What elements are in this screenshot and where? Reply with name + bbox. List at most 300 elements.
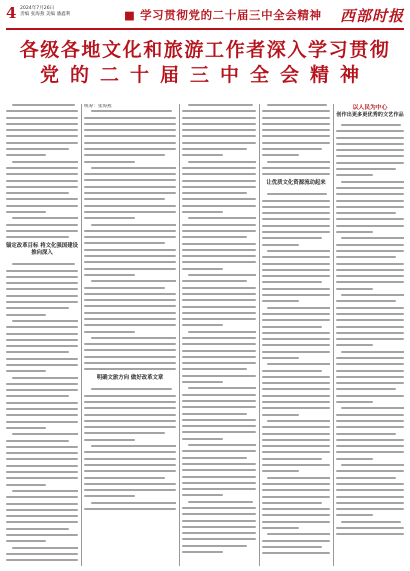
text-line — [12, 217, 78, 219]
text-line — [84, 477, 165, 479]
text-line — [262, 281, 322, 283]
text-line — [6, 509, 78, 511]
text-line — [84, 470, 176, 472]
text-line — [84, 312, 176, 314]
text-line — [84, 489, 176, 491]
text-line — [84, 242, 165, 244]
text-line — [262, 376, 330, 378]
text-line — [182, 419, 256, 421]
text-line — [188, 331, 256, 333]
text-line — [262, 167, 330, 169]
text-line — [262, 433, 330, 435]
text-line — [84, 324, 176, 326]
text-line — [12, 377, 78, 379]
text-line — [6, 282, 78, 284]
text-line — [182, 180, 256, 182]
text-line — [182, 381, 223, 383]
text-line — [262, 338, 330, 340]
text-line — [84, 426, 176, 428]
text-line — [262, 263, 330, 265]
text-line — [6, 559, 78, 561]
text-line — [182, 261, 256, 263]
text-line — [262, 326, 322, 328]
text-line — [84, 274, 135, 276]
text-line — [6, 414, 78, 416]
text-line — [84, 154, 165, 156]
text-line — [262, 200, 330, 202]
headline-line-2: 党的二十届三中全会精神 — [39, 64, 370, 86]
text-line — [6, 339, 78, 341]
text-line — [341, 237, 404, 239]
text-line — [84, 142, 176, 144]
text-line — [6, 276, 78, 278]
text-line — [84, 198, 165, 200]
dateline — [20, 6, 70, 18]
text-line — [84, 230, 176, 232]
text-line — [336, 414, 404, 416]
text-line — [84, 451, 176, 453]
text-line — [182, 507, 256, 509]
text-line — [84, 439, 135, 441]
text-line — [262, 344, 330, 346]
text-line — [182, 312, 256, 314]
text-line — [262, 464, 330, 466]
text-line — [336, 275, 404, 277]
text-line — [182, 425, 256, 427]
dateline-date: 2024年7月26日 — [20, 6, 55, 11]
text-line — [6, 358, 78, 360]
text-line — [6, 129, 78, 131]
text-line — [182, 337, 256, 339]
text-line — [336, 187, 404, 189]
text-line — [262, 244, 299, 246]
text-line — [6, 288, 78, 290]
text-line — [188, 444, 256, 446]
text-line — [182, 350, 256, 352]
text-line — [336, 193, 404, 195]
text-line — [6, 540, 46, 542]
text-line — [182, 513, 256, 515]
column-2 — [84, 104, 176, 566]
text-line — [6, 446, 78, 448]
text-line — [182, 394, 256, 396]
text-line — [336, 155, 404, 157]
text-line — [84, 186, 176, 188]
text-line — [84, 192, 176, 194]
text-line — [6, 471, 78, 473]
text-line — [336, 174, 373, 176]
text-line — [84, 458, 176, 460]
text-line — [262, 129, 330, 131]
text-line — [336, 527, 404, 529]
text-line — [6, 528, 69, 530]
text-line — [336, 212, 396, 214]
text-line — [84, 420, 176, 422]
text-line — [267, 533, 330, 535]
text-line — [12, 263, 75, 265]
text-line — [262, 470, 299, 472]
text-line — [84, 318, 176, 320]
text-line — [84, 407, 176, 409]
newspaper-logo: 西部时报 — [339, 7, 404, 25]
text-line — [336, 483, 404, 485]
text-line — [6, 173, 78, 175]
text-line — [182, 293, 256, 295]
text-line — [336, 263, 404, 265]
text-line — [336, 206, 404, 208]
text-line — [6, 351, 69, 353]
text-line — [262, 294, 330, 296]
text-line — [262, 502, 322, 504]
text-line — [6, 230, 78, 232]
text-line — [84, 401, 176, 403]
text-line — [84, 395, 176, 397]
text-line — [6, 110, 78, 112]
text-line — [262, 275, 330, 277]
text-line — [182, 457, 247, 459]
article-body — [6, 104, 404, 566]
text-line — [6, 301, 78, 303]
text-line — [336, 225, 404, 227]
text-line — [84, 331, 135, 333]
text-line — [262, 407, 330, 409]
text-line — [6, 427, 46, 429]
text-line — [84, 508, 176, 510]
text-line — [84, 123, 176, 125]
text-line — [182, 545, 247, 547]
text-line — [6, 167, 78, 169]
text-line — [182, 110, 256, 112]
text-line — [12, 433, 78, 435]
text-line — [336, 244, 404, 246]
text-line — [182, 148, 247, 150]
text-line — [336, 420, 404, 422]
text-line — [182, 129, 256, 131]
text-line — [267, 161, 330, 163]
text-line — [336, 307, 404, 309]
column-divider — [81, 104, 82, 566]
text-line — [84, 305, 176, 307]
text-line — [262, 117, 330, 119]
text-line — [262, 256, 330, 258]
text-line — [6, 148, 69, 150]
text-line — [336, 376, 404, 378]
headline — [6, 38, 404, 88]
text-line — [6, 205, 78, 207]
text-line — [84, 173, 176, 175]
text-line — [262, 496, 330, 498]
text-line — [336, 162, 404, 164]
text-line — [91, 388, 172, 390]
text-line — [336, 326, 404, 328]
text-line — [6, 503, 78, 505]
text-line — [182, 431, 256, 433]
text-line — [182, 438, 223, 440]
text-line — [6, 135, 78, 137]
text-line — [262, 439, 330, 441]
text-line — [91, 224, 176, 226]
text-line — [262, 142, 330, 144]
text-line — [182, 450, 256, 452]
text-line — [262, 351, 330, 353]
text-line — [84, 464, 176, 466]
text-line — [84, 495, 135, 497]
text-line — [262, 401, 330, 403]
text-line — [267, 104, 327, 106]
text-line — [91, 337, 176, 339]
section-banner-text: 学习贯彻党的二十届三中全会精神 — [140, 8, 322, 22]
text-line — [262, 300, 299, 302]
text-line — [336, 533, 404, 535]
text-line — [188, 501, 253, 503]
text-line — [6, 402, 78, 404]
text-line — [84, 368, 176, 370]
text-line — [341, 407, 404, 409]
text-line — [182, 482, 256, 484]
text-line — [341, 351, 404, 353]
text-line — [188, 217, 256, 219]
text-line — [262, 237, 322, 239]
text-line — [182, 400, 256, 402]
sidebar-subtitle: 创作出更多更优秀的文艺作品 — [336, 112, 404, 118]
text-line — [84, 293, 176, 295]
text-line — [262, 426, 330, 428]
column-divider — [179, 104, 180, 566]
column-3-text — [182, 104, 256, 553]
text-line — [336, 338, 404, 340]
column-2-text-a — [84, 110, 176, 370]
text-line — [6, 154, 46, 156]
text-line — [84, 211, 176, 213]
text-line — [262, 546, 322, 548]
text-line — [336, 451, 404, 453]
text-line — [336, 489, 404, 491]
text-line — [267, 250, 330, 252]
text-line — [84, 362, 176, 364]
text-line — [6, 236, 69, 238]
text-line — [84, 205, 176, 207]
text-line — [182, 224, 256, 226]
text-line — [91, 110, 172, 112]
text-line — [336, 395, 404, 397]
text-line — [84, 299, 176, 301]
text-line — [182, 413, 247, 415]
text-line — [6, 123, 78, 125]
text-line — [336, 218, 404, 220]
text-line — [188, 104, 253, 106]
text-line — [182, 356, 256, 358]
text-line — [182, 117, 256, 119]
text-line — [182, 362, 256, 364]
headline-line-1: 各级各地文化和旅游工作者深入学习贯彻 — [19, 39, 391, 61]
text-line — [182, 306, 256, 308]
text-line — [336, 508, 404, 510]
text-line — [6, 383, 78, 385]
text-line — [336, 269, 404, 271]
text-line — [6, 395, 69, 397]
section-banner — [124, 7, 322, 23]
text-line — [341, 181, 404, 183]
text-line — [182, 494, 223, 496]
text-line — [262, 123, 330, 125]
text-line — [262, 483, 330, 485]
text-line — [262, 388, 330, 390]
text-line — [182, 318, 256, 320]
column-4-text-a — [262, 104, 330, 175]
text-line — [12, 161, 78, 163]
text-line — [84, 161, 135, 163]
text-line — [182, 488, 256, 490]
text-line — [91, 502, 176, 504]
text-line — [91, 280, 176, 282]
text-line — [262, 445, 330, 447]
text-line — [182, 173, 256, 175]
text-line — [267, 193, 327, 195]
text-line — [336, 143, 404, 145]
text-line — [262, 395, 330, 397]
text-line — [262, 357, 299, 359]
text-line — [12, 320, 78, 322]
text-line — [262, 154, 299, 156]
text-line — [182, 469, 256, 471]
text-line — [182, 476, 256, 478]
text-line — [6, 458, 78, 460]
text-line — [336, 445, 404, 447]
text-line — [6, 553, 78, 555]
text-line — [262, 552, 330, 554]
text-line — [182, 198, 256, 200]
text-line — [84, 349, 176, 351]
text-line — [262, 231, 330, 233]
text-line — [84, 179, 176, 181]
text-line — [336, 288, 373, 290]
text-line — [336, 231, 373, 233]
text-line — [84, 483, 176, 485]
text-line — [262, 451, 330, 453]
text-line — [336, 363, 404, 365]
text-line — [6, 186, 78, 188]
text-line — [336, 168, 396, 170]
text-line — [336, 332, 404, 334]
text-line — [12, 104, 75, 106]
text-line — [262, 212, 330, 214]
text-line — [182, 299, 256, 301]
text-line — [341, 124, 401, 126]
text-line — [267, 307, 330, 309]
text-line — [182, 368, 247, 370]
column-divider — [333, 104, 334, 566]
text-line — [182, 532, 256, 534]
text-line — [6, 521, 78, 523]
text-line — [262, 206, 330, 208]
text-line — [84, 343, 176, 345]
text-line — [336, 426, 404, 428]
text-line — [182, 186, 256, 188]
text-line — [262, 135, 330, 137]
text-line — [262, 218, 330, 220]
text-line — [6, 211, 46, 213]
text-line — [182, 287, 256, 289]
text-line — [262, 382, 330, 384]
text-line — [84, 414, 176, 416]
text-line — [336, 149, 404, 151]
text-line — [336, 502, 404, 504]
text-line — [182, 375, 256, 377]
text-line — [84, 432, 165, 434]
text-line — [84, 287, 165, 289]
text-line — [6, 370, 46, 372]
text-line — [336, 388, 396, 390]
text-line — [182, 520, 256, 522]
text-line — [336, 344, 373, 346]
text-line — [182, 211, 223, 213]
text-line — [6, 440, 69, 442]
text-line — [262, 370, 322, 372]
text-line — [336, 470, 404, 472]
text-line — [262, 332, 330, 334]
column-1-text-a — [6, 104, 78, 238]
text-line — [91, 445, 176, 447]
text-line — [336, 256, 396, 258]
column-2-text-b — [84, 388, 176, 510]
text-line — [336, 200, 404, 202]
text-line — [341, 521, 401, 523]
text-line — [182, 268, 223, 270]
text-line — [182, 249, 256, 251]
text-line — [182, 526, 256, 528]
text-line — [182, 255, 256, 257]
column-1-text-b — [6, 263, 78, 561]
dateline-editors: 责编 张海燕 美编 潘鑫利 — [20, 12, 71, 17]
text-line — [336, 458, 373, 460]
page-number: 4 — [6, 4, 17, 22]
text-line — [262, 458, 322, 460]
column-divider — [259, 104, 260, 566]
sidebar-title: 以人民为中心 — [352, 105, 388, 111]
text-line — [6, 408, 78, 410]
text-line — [336, 514, 373, 516]
text-line — [262, 489, 330, 491]
text-line — [267, 363, 330, 365]
text-line — [6, 117, 78, 119]
text-line — [336, 496, 404, 498]
text-line — [262, 540, 330, 542]
banner-marker-icon: ■ — [124, 8, 136, 22]
text-line — [341, 294, 404, 296]
text-line — [6, 484, 46, 486]
text-line — [336, 477, 396, 479]
text-line — [182, 230, 256, 232]
text-line — [336, 433, 396, 435]
text-line — [84, 356, 176, 358]
text-line — [188, 161, 256, 163]
text-line — [6, 364, 78, 366]
column-3 — [182, 104, 256, 566]
text-line — [262, 173, 330, 175]
text-line — [262, 414, 299, 416]
text-line — [6, 452, 78, 454]
text-line — [6, 333, 78, 335]
text-line — [84, 236, 176, 238]
text-line — [6, 345, 78, 347]
text-line — [336, 250, 404, 252]
text-line — [188, 274, 256, 276]
text-line — [84, 135, 176, 137]
text-line — [84, 148, 176, 150]
text-line — [182, 343, 256, 345]
text-line — [262, 508, 330, 510]
text-line — [262, 148, 322, 150]
